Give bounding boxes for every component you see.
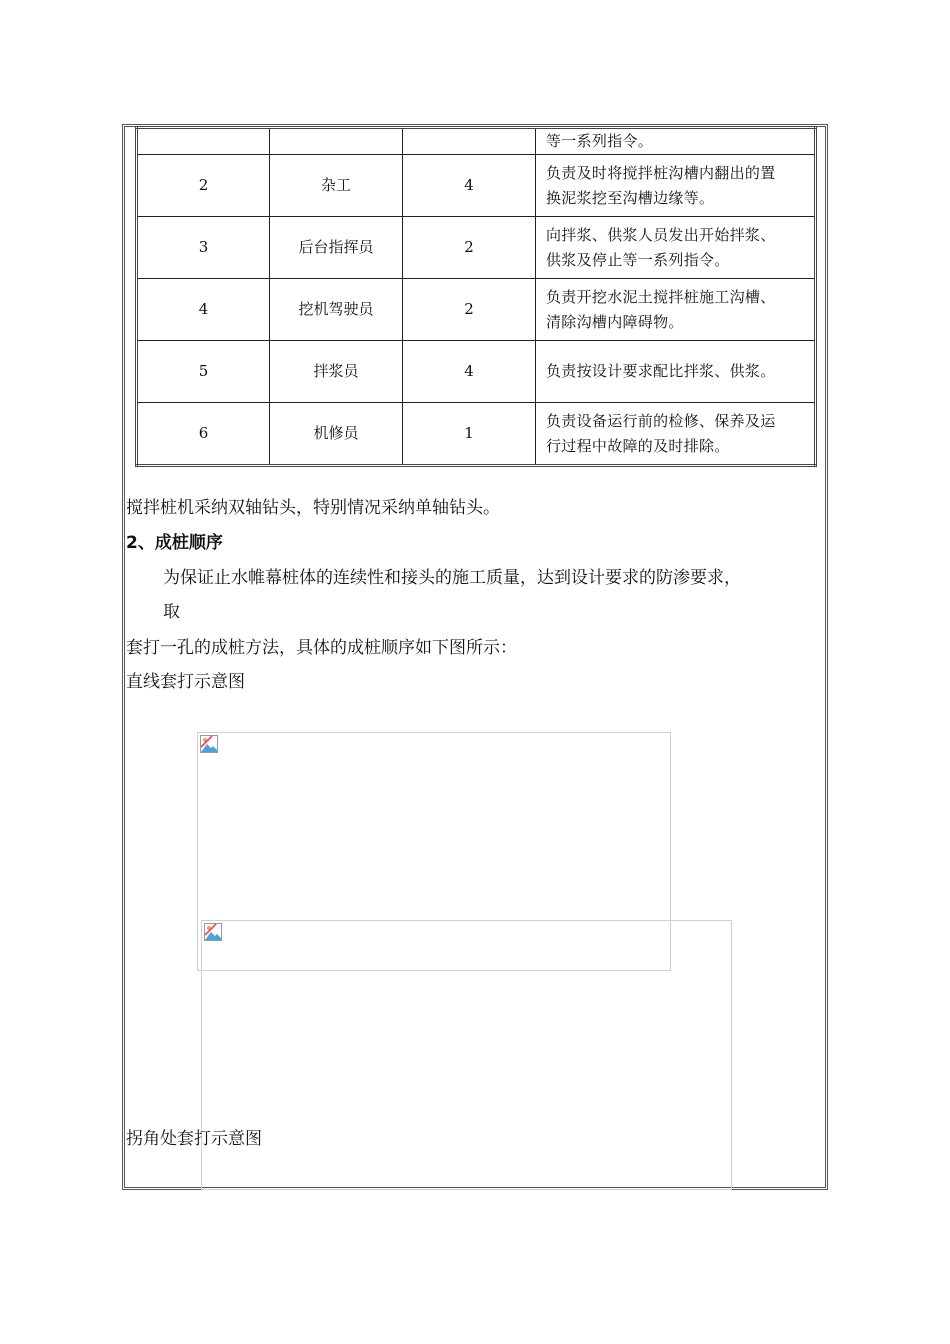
cell-role: 后台指挥员 [270, 217, 403, 279]
cell-no: 4 [137, 279, 270, 341]
table-row [137, 403, 816, 466]
duty-text: 等一系列指令。 [546, 132, 654, 150]
cell-count: 4 [403, 155, 536, 217]
paragraph-sequence-line-3: 套打一孔的成桩方法，具体的成桩顺序如下图所示： [126, 638, 517, 658]
duty-line-2: 清除沟槽内障碍物。 [546, 312, 684, 331]
cell-count [403, 128, 536, 155]
broken-image-icon [200, 735, 218, 753]
duty-line-1: 负责设备运行前的检修、保养及运 [546, 411, 776, 430]
cell-role: 拌浆员 [270, 341, 403, 403]
broken-image-icon [204, 923, 222, 941]
cell-count: 2 [403, 279, 536, 341]
duty-line-1: 负责及时将搅拌桩沟槽内翻出的置 [546, 163, 776, 182]
cell-role [270, 128, 403, 155]
duty-line-1: 负责开挖水泥土搅拌桩施工沟槽、 [546, 287, 776, 306]
table-row [137, 217, 816, 279]
duty-line-1: 负责按设计要求配比拌浆、供浆。 [546, 362, 776, 380]
duty-line-2: 换泥浆挖至沟槽边缘等。 [546, 188, 715, 207]
cell-duty [536, 341, 816, 403]
table-row [137, 279, 816, 341]
paragraph-sequence-line-2: 取 [163, 602, 180, 622]
cell-duty [536, 217, 816, 279]
duty-line-2: 供浆及停止等一系列指令。 [546, 250, 730, 269]
table-row [137, 155, 816, 217]
cell-duty [536, 155, 816, 217]
duty-line-1: 向拌浆、供浆人员发出开始拌浆、 [546, 225, 776, 244]
cell-count: 2 [403, 217, 536, 279]
caption-straight-overlap: 直线套打示意图 [126, 672, 245, 692]
cell-no [137, 128, 270, 155]
cell-no: 2 [137, 155, 270, 217]
cell-duty [536, 128, 816, 155]
corner-overlap-diagram [201, 920, 732, 1190]
cell-no: 6 [137, 403, 270, 466]
staff-table [135, 126, 817, 467]
cell-count: 4 [403, 341, 536, 403]
cell-role: 挖机驾驶员 [270, 279, 403, 341]
cell-no: 5 [137, 341, 270, 403]
section-heading: 2、成桩顺序 [126, 533, 223, 553]
cell-duty [536, 403, 816, 466]
paragraph-drill-bit: 搅拌桩机采纳双轴钻头，特别情况采纳单轴钻头。 [126, 498, 500, 518]
cell-duty [536, 279, 816, 341]
paragraph-sequence-line-1: 为保证止水帷幕桩体的连续性和接头的施工质量，达到设计要求的防渗要求， [163, 568, 741, 588]
cell-count: 1 [403, 403, 536, 466]
cell-role: 杂工 [270, 155, 403, 217]
cell-no: 3 [137, 217, 270, 279]
table-row [137, 128, 816, 155]
table-row [137, 341, 816, 403]
cell-role: 机修员 [270, 403, 403, 466]
duty-line-2: 行过程中故障的及时排除。 [546, 436, 730, 455]
caption-corner-overlap: 拐角处套打示意图 [126, 1129, 262, 1149]
